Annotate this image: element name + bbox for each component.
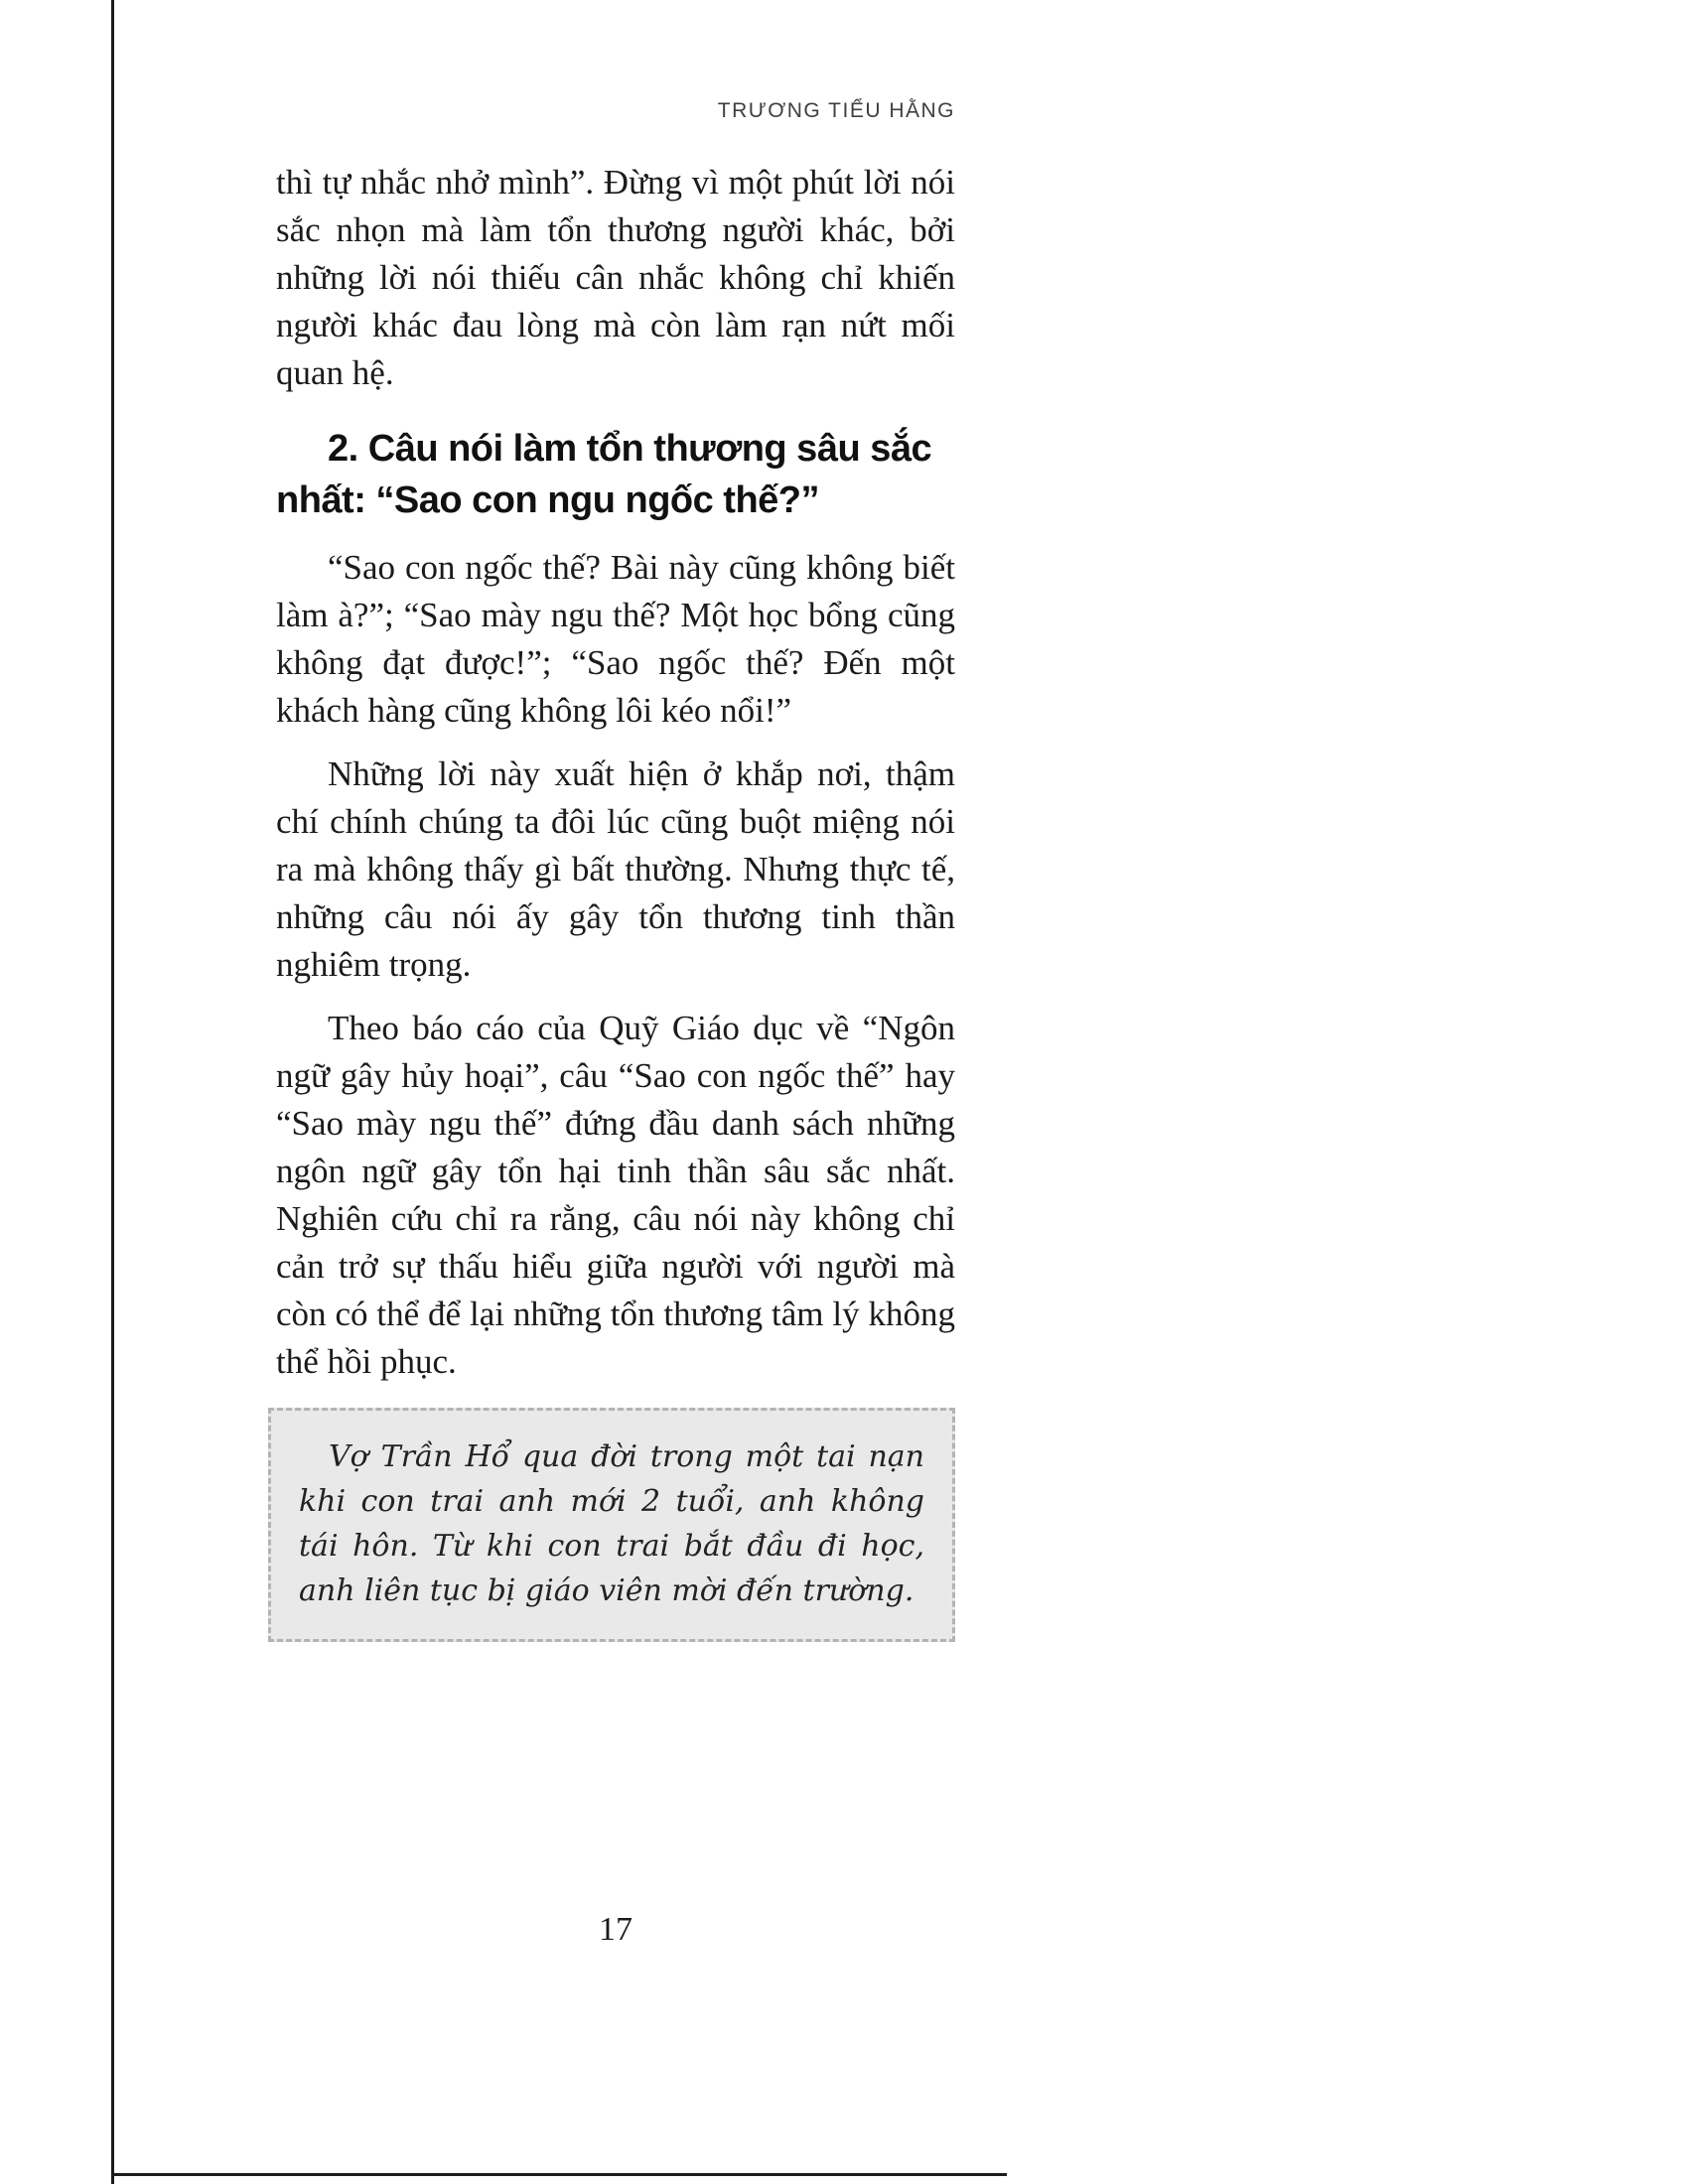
- paragraph-body: Theo báo cáo của Quỹ Giáo dục về “Ngôn ngữ gây hủy hoại”, câu “Sao con ngốc thế” hay “Sao mày ngu thế” đứng đầu danh sách những ngôn ngữ gây tổn hại tinh thần sâu sắc nhất. Nghiên cứu chỉ ra rằng, câu nói này không chỉ cản trở sự thấu hiểu giữa người với người mà còn có thể để lại những tổn thương tâm lý không thể hồi phục.: [276, 1009, 955, 1381]
- page-content: [276, 159, 955, 1642]
- page-border-bottom: [111, 2173, 1007, 2176]
- page-border-left: [111, 0, 114, 2184]
- page-number: 17: [599, 1911, 633, 1948]
- story-quote-box: [268, 1408, 955, 1642]
- paragraph-continuation: thì tự nhắc nhở mình”. Đừng vì một phút lời nói sắc nhọn mà làm tổn thương người khác, bởi những lời nói thiếu cân nhắc không chỉ khiến người khác đau lòng mà còn làm rạn nứt mối quan hệ.: [276, 163, 955, 392]
- paragraph-quotes-examples: “Sao con ngốc thế? Bài này cũng không biết làm à?”; “Sao mày ngu thế? Một học bổng cũng không đạt được!”; “Sao ngốc thế? Đến một khách hàng cũng không lôi kéo nổi!”: [276, 548, 955, 730]
- running-header-author: TRƯƠNG TIỂU HẰNG: [717, 99, 955, 122]
- paragraph-body: Những lời này xuất hiện ở khắp nơi, thậm chí chính chúng ta đôi lúc cũng buột miệng nói ra mà không thấy gì bất thường. Nhưng thực tế, những câu nói ấy gây tổn thương tinh thần nghiêm trọng.: [276, 754, 955, 984]
- story-quote-text: Vợ Trần Hổ qua đời trong một tai nạn khi con trai anh mới 2 tuổi, anh không tái hôn. Từ khi con trai bắt đầu đi học, anh liên tục bị giáo viên mời đến trường.: [299, 1439, 924, 1608]
- section-heading: 2. Câu nói làm tổn thương sâu sắc nhất: “Sao con ngu ngốc thế?”: [276, 428, 932, 521]
